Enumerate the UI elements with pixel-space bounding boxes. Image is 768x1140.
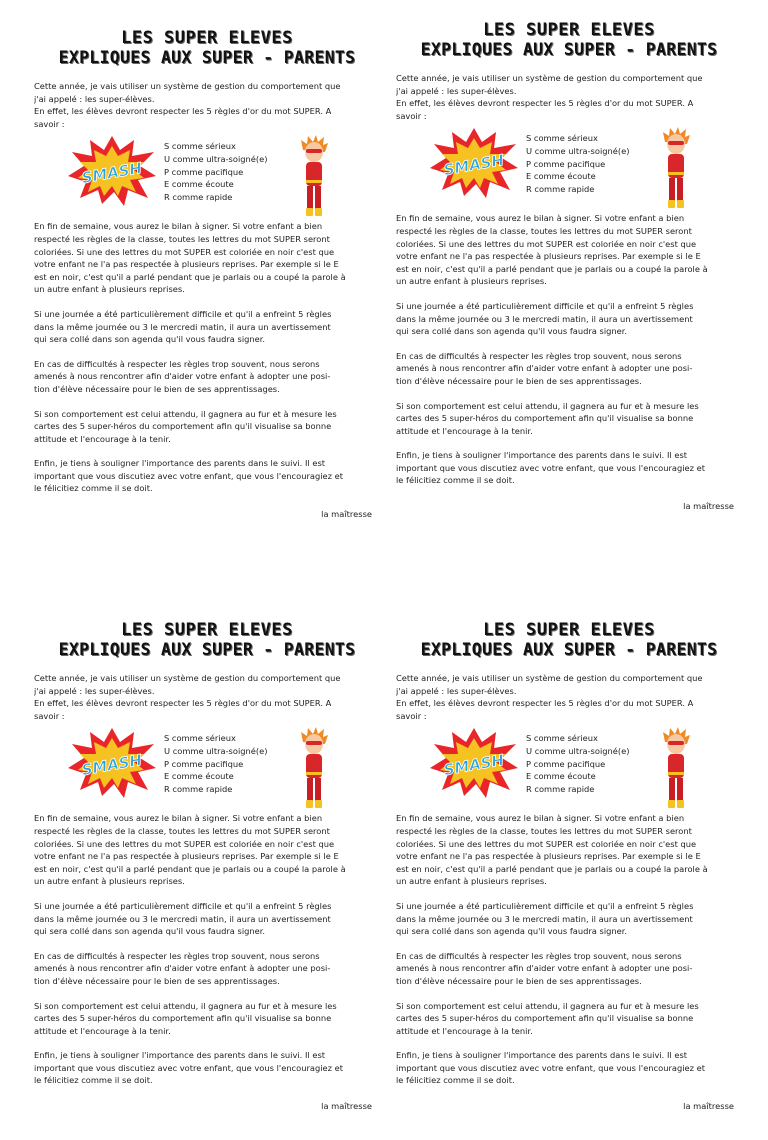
text-line: qui sera collé dans son agenda qu'il vous faudra signer.	[396, 926, 628, 937]
text-line: votre enfant ne l'a pas respectée à plusieurs reprises. Par exemple si le E	[396, 851, 701, 862]
rules-block	[34, 726, 380, 812]
hero-mask	[668, 141, 684, 145]
text-line: Si une journée a été particulièrement difficile et qu'il a enfreint 5 règles	[34, 308, 332, 319]
smash-label: SMASH	[442, 751, 506, 780]
title-line-2: EXPLIQUES AUX SUPER - PARENTS	[58, 640, 356, 659]
text-line: dans la même journée ou 3 le mercredi matin, il aura un avertissement	[396, 913, 693, 924]
text-line: En cas de difficultés à respecter les règles trop souvent, nous serons	[396, 350, 682, 361]
text-line: cartes des 5 super-héros du comportement afin qu'il visualise sa bonne	[34, 421, 332, 432]
rule-item: R comme rapide	[164, 783, 233, 794]
text-line: cartes des 5 super-héros du comportement afin qu'il visualise sa bonne	[396, 413, 694, 424]
text-line: qui sera collé dans son agenda qu'il vous faudra signer.	[34, 926, 266, 937]
text-line: important que vous discutiez avec votre enfant, que vous l'encouragiez et	[396, 462, 705, 473]
text-line: est en noir, c'est qu'il a parlé pendant que je parlais ou a coupé la parole à	[34, 271, 346, 282]
title-line-1: LES SUPER ELEVES	[121, 620, 293, 640]
letter-title	[34, 620, 380, 660]
text-line: respecté les règles de la classe, toutes les lettres du mot SUPER seront	[396, 225, 692, 236]
signature: la maîtresse	[683, 501, 734, 512]
superhero-icon	[660, 726, 692, 810]
text-line: amenés à nous rencontrer afin d'aider votre enfant à adopter une posi-	[396, 363, 693, 374]
letter-copy	[396, 620, 742, 1140]
bilan-paragraph	[396, 812, 742, 888]
text-line: respecté les règles de la classe, toutes les lettres du mot SUPER seront	[34, 825, 330, 836]
text-line: dans la même journée ou 3 le mercredi matin, il aura un avertissement	[34, 321, 331, 332]
difficultes-paragraph	[34, 358, 380, 396]
hero-boot	[306, 800, 313, 808]
hero-boot	[677, 200, 684, 208]
text-line: tion d'élève nécessaire pour le bien de ses apprentissages.	[34, 975, 280, 986]
difficultes-paragraph	[34, 950, 380, 988]
signature: la maîtresse	[321, 509, 372, 520]
text-line: En effet, les élèves devront respecter les 5 règles d'or du mot SUPER. A	[34, 698, 332, 709]
text-line: En effet, les élèves devront respecter les 5 règles d'or du mot SUPER. A	[396, 698, 694, 709]
text-line: Enfin, je tiens à souligner l'importance des parents dans le suivi. Il est	[396, 450, 688, 461]
text-line: tion d'élève nécessaire pour le bien de ses apprentissages.	[34, 383, 280, 394]
text-line: En fin de semaine, vous aurez le bilan à signer. Si votre enfant a bien	[396, 813, 685, 824]
text-line: savoir :	[396, 710, 427, 721]
comportement-paragraph	[396, 1000, 742, 1038]
superhero-icon	[298, 134, 330, 218]
smash-label: SMASH	[80, 159, 144, 188]
text-line: un autre enfant à plusieurs reprises.	[34, 284, 185, 295]
text-line: Cette année, je vais utiliser un système de gestion du comportement que	[34, 673, 341, 683]
text-line: le félicitiez comme il se doit.	[396, 475, 515, 486]
text-line: attitude et l'encourage à la tenir.	[34, 1025, 171, 1036]
text-line: savoir :	[34, 118, 65, 129]
text-line: un autre enfant à plusieurs reprises.	[34, 876, 185, 887]
difficultes-paragraph	[396, 950, 742, 988]
hero-mask	[668, 741, 684, 745]
text-line: Si son comportement est celui attendu, il gagnera au fur et à mesure les	[34, 1000, 337, 1011]
text-line: le félicitiez comme il se doit.	[34, 1075, 153, 1086]
text-line: En cas de difficultés à respecter les règles trop souvent, nous serons	[34, 358, 320, 369]
letter-title	[396, 620, 742, 660]
hero-boot	[315, 800, 322, 808]
text-line: Enfin, je tiens à souligner l'importance des parents dans le suivi. Il est	[34, 458, 326, 469]
text-line: important que vous discutiez avec votre enfant, que vous l'encouragiez et	[34, 470, 343, 481]
text-line: attitude et l'encourage à la tenir.	[34, 433, 171, 444]
rules-block	[34, 134, 380, 220]
rule-item: U comme ultra-soigné(e)	[526, 145, 630, 156]
rules-block	[396, 126, 742, 212]
parents-paragraph	[34, 1049, 380, 1087]
avertissement-paragraph	[34, 900, 380, 938]
text-line: Cette année, je vais utiliser un système de gestion du comportement que	[396, 73, 703, 83]
avertissement-paragraph	[396, 300, 742, 338]
text-line: Si une journée a été particulièrement difficile et qu'il a enfreint 5 règles	[396, 300, 694, 311]
letter-copy	[34, 28, 380, 548]
hero-boot	[668, 800, 675, 808]
text-line: important que vous discutiez avec votre enfant, que vous l'encouragiez et	[34, 1062, 343, 1073]
smash-label: SMASH	[80, 751, 144, 780]
text-line: Enfin, je tiens à souligner l'importance des parents dans le suivi. Il est	[34, 1050, 326, 1061]
rule-item: E comme écoute	[164, 771, 234, 782]
hero-belt	[668, 772, 684, 775]
superhero-icon	[298, 726, 330, 810]
text-line: Cette année, je vais utiliser un système de gestion du comportement que	[34, 81, 341, 91]
text-line: Cette année, je vais utiliser un système de gestion du comportement que	[396, 673, 703, 683]
rule-item: S comme sérieux	[526, 733, 598, 744]
title-line-1: LES SUPER ELEVES	[483, 620, 655, 640]
text-line: En fin de semaine, vous aurez le bilan à signer. Si votre enfant a bien	[396, 213, 685, 224]
letter-copy	[396, 20, 742, 540]
hero-boot	[668, 200, 675, 208]
text-line: Si son comportement est celui attendu, il gagnera au fur et à mesure les	[396, 1000, 699, 1011]
intro-paragraph	[34, 80, 380, 130]
smash-burst-icon	[68, 136, 156, 206]
hero-boot	[306, 208, 313, 216]
super-rules-list	[164, 732, 267, 795]
hero-belt	[306, 772, 322, 775]
text-line: un autre enfant à plusieurs reprises.	[396, 876, 547, 887]
avertissement-paragraph	[396, 900, 742, 938]
text-line: cartes des 5 super-héros du comportement afin qu'il visualise sa bonne	[34, 1013, 332, 1024]
super-rules-list	[526, 132, 629, 195]
text-line: est en noir, c'est qu'il a parlé pendant que je parlais ou a coupé la parole à	[396, 263, 708, 274]
parents-paragraph	[396, 449, 742, 487]
rule-item: S comme sérieux	[164, 733, 236, 744]
smash-burst-icon	[68, 728, 156, 798]
text-line: attitude et l'encourage à la tenir.	[396, 1025, 533, 1036]
text-line: En effet, les élèves devront respecter les 5 règles d'or du mot SUPER. A	[396, 98, 694, 109]
text-line: coloriées. Si une des lettres du mot SUPER est coloriée en noir c'est que	[34, 838, 335, 849]
signature: la maîtresse	[683, 1101, 734, 1112]
text-line: j'ai appelé : les super-élèves.	[396, 85, 517, 96]
title-line-2: EXPLIQUES AUX SUPER - PARENTS	[420, 640, 718, 659]
rule-item: E comme écoute	[526, 771, 596, 782]
hero-mask	[306, 741, 322, 745]
text-line: est en noir, c'est qu'il a parlé pendant que je parlais ou a coupé la parole à	[396, 863, 708, 874]
text-line: j'ai appelé : les super-élèves.	[34, 685, 155, 696]
text-line: coloriées. Si une des lettres du mot SUPER est coloriée en noir c'est que	[34, 246, 335, 257]
text-line: tion d'élève nécessaire pour le bien de ses apprentissages.	[396, 375, 642, 386]
hero-boot	[677, 800, 684, 808]
text-line: savoir :	[34, 710, 65, 721]
text-line: le félicitiez comme il se doit.	[34, 483, 153, 494]
comportement-paragraph	[34, 408, 380, 446]
rule-item: S comme sérieux	[526, 133, 598, 144]
rule-item: P comme pacifique	[164, 166, 244, 177]
comportement-paragraph	[34, 1000, 380, 1038]
super-rules-list	[526, 732, 629, 795]
text-line: qui sera collé dans son agenda qu'il vous faudra signer.	[34, 334, 266, 345]
intro-paragraph	[34, 672, 380, 722]
text-line: Si une journée a été particulièrement difficile et qu'il a enfreint 5 règles	[396, 900, 694, 911]
intro-paragraph	[396, 72, 742, 122]
text-line: savoir :	[396, 110, 427, 121]
text-line: amenés à nous rencontrer afin d'aider votre enfant à adopter une posi-	[396, 963, 693, 974]
rule-item: R comme rapide	[526, 183, 595, 194]
bilan-paragraph	[34, 220, 380, 296]
text-line: votre enfant ne l'a pas respectée à plusieurs reprises. Par exemple si le E	[34, 259, 339, 270]
superhero-icon	[660, 126, 692, 210]
text-line: cartes des 5 super-héros du comportement afin qu'il visualise sa bonne	[396, 1013, 694, 1024]
text-line: dans la même journée ou 3 le mercredi matin, il aura un avertissement	[396, 313, 693, 324]
text-line: respecté les règles de la classe, toutes les lettres du mot SUPER seront	[34, 233, 330, 244]
text-line: amenés à nous rencontrer afin d'aider votre enfant à adopter une posi-	[34, 371, 331, 382]
bilan-paragraph	[396, 212, 742, 288]
rule-item: U comme ultra-soigné(e)	[164, 153, 268, 164]
hero-belt	[306, 180, 322, 183]
hero-mask	[306, 149, 322, 153]
text-line: est en noir, c'est qu'il a parlé pendant que je parlais ou a coupé la parole à	[34, 863, 346, 874]
rule-item: E comme écoute	[164, 179, 234, 190]
text-line: votre enfant ne l'a pas respectée à plusieurs reprises. Par exemple si le E	[396, 251, 701, 262]
rule-item: U comme ultra-soigné(e)	[164, 745, 268, 756]
title-line-2: EXPLIQUES AUX SUPER - PARENTS	[58, 48, 356, 67]
letter-copy	[34, 620, 380, 1140]
text-line: qui sera collé dans son agenda qu'il vous faudra signer.	[396, 326, 628, 337]
text-line: attitude et l'encourage à la tenir.	[396, 425, 533, 436]
text-line: un autre enfant à plusieurs reprises.	[396, 276, 547, 287]
title-line-1: LES SUPER ELEVES	[121, 28, 293, 48]
letter-title	[396, 20, 742, 60]
text-line: En fin de semaine, vous aurez le bilan à signer. Si votre enfant a bien	[34, 813, 323, 824]
rule-item: P comme pacifique	[164, 758, 244, 769]
text-line: Enfin, je tiens à souligner l'importance des parents dans le suivi. Il est	[396, 1050, 688, 1061]
rule-item: P comme pacifique	[526, 758, 606, 769]
difficultes-paragraph	[396, 350, 742, 388]
letter-title	[34, 28, 380, 68]
text-line: Si une journée a été particulièrement difficile et qu'il a enfreint 5 règles	[34, 900, 332, 911]
text-line: respecté les règles de la classe, toutes les lettres du mot SUPER seront	[396, 825, 692, 836]
text-line: tion d'élève nécessaire pour le bien de ses apprentissages.	[396, 975, 642, 986]
text-line: Si son comportement est celui attendu, il gagnera au fur et à mesure les	[34, 408, 337, 419]
hero-boot	[315, 208, 322, 216]
hero-belt	[668, 172, 684, 175]
rule-item: R comme rapide	[164, 191, 233, 202]
text-line: coloriées. Si une des lettres du mot SUPER est coloriée en noir c'est que	[396, 238, 697, 249]
bilan-paragraph	[34, 812, 380, 888]
rule-item: R comme rapide	[526, 783, 595, 794]
text-line: En effet, les élèves devront respecter les 5 règles d'or du mot SUPER. A	[34, 106, 332, 117]
parents-paragraph	[34, 457, 380, 495]
rule-item: U comme ultra-soigné(e)	[526, 745, 630, 756]
text-line: dans la même journée ou 3 le mercredi matin, il aura un avertissement	[34, 913, 331, 924]
text-line: j'ai appelé : les super-élèves.	[396, 685, 517, 696]
smash-label: SMASH	[442, 151, 506, 180]
text-line: important que vous discutiez avec votre enfant, que vous l'encouragiez et	[396, 1062, 705, 1073]
text-line: le félicitiez comme il se doit.	[396, 1075, 515, 1086]
rule-item: P comme pacifique	[526, 158, 606, 169]
text-line: En cas de difficultés à respecter les règles trop souvent, nous serons	[396, 950, 682, 961]
rule-item: E comme écoute	[526, 171, 596, 182]
smash-burst-icon	[430, 728, 518, 798]
text-line: En cas de difficultés à respecter les règles trop souvent, nous serons	[34, 950, 320, 961]
intro-paragraph	[396, 672, 742, 722]
text-line: coloriées. Si une des lettres du mot SUPER est coloriée en noir c'est que	[396, 838, 697, 849]
rules-block	[396, 726, 742, 812]
avertissement-paragraph	[34, 308, 380, 346]
title-line-2: EXPLIQUES AUX SUPER - PARENTS	[420, 40, 718, 59]
rule-item: S comme sérieux	[164, 141, 236, 152]
title-line-1: LES SUPER ELEVES	[483, 20, 655, 40]
signature: la maîtresse	[321, 1101, 372, 1112]
text-line: amenés à nous rencontrer afin d'aider votre enfant à adopter une posi-	[34, 963, 331, 974]
text-line: votre enfant ne l'a pas respectée à plusieurs reprises. Par exemple si le E	[34, 851, 339, 862]
parents-paragraph	[396, 1049, 742, 1087]
text-line: En fin de semaine, vous aurez le bilan à signer. Si votre enfant a bien	[34, 221, 323, 232]
comportement-paragraph	[396, 400, 742, 438]
smash-burst-icon	[430, 128, 518, 198]
text-line: Si son comportement est celui attendu, il gagnera au fur et à mesure les	[396, 400, 699, 411]
text-line: j'ai appelé : les super-élèves.	[34, 93, 155, 104]
super-rules-list	[164, 140, 267, 203]
